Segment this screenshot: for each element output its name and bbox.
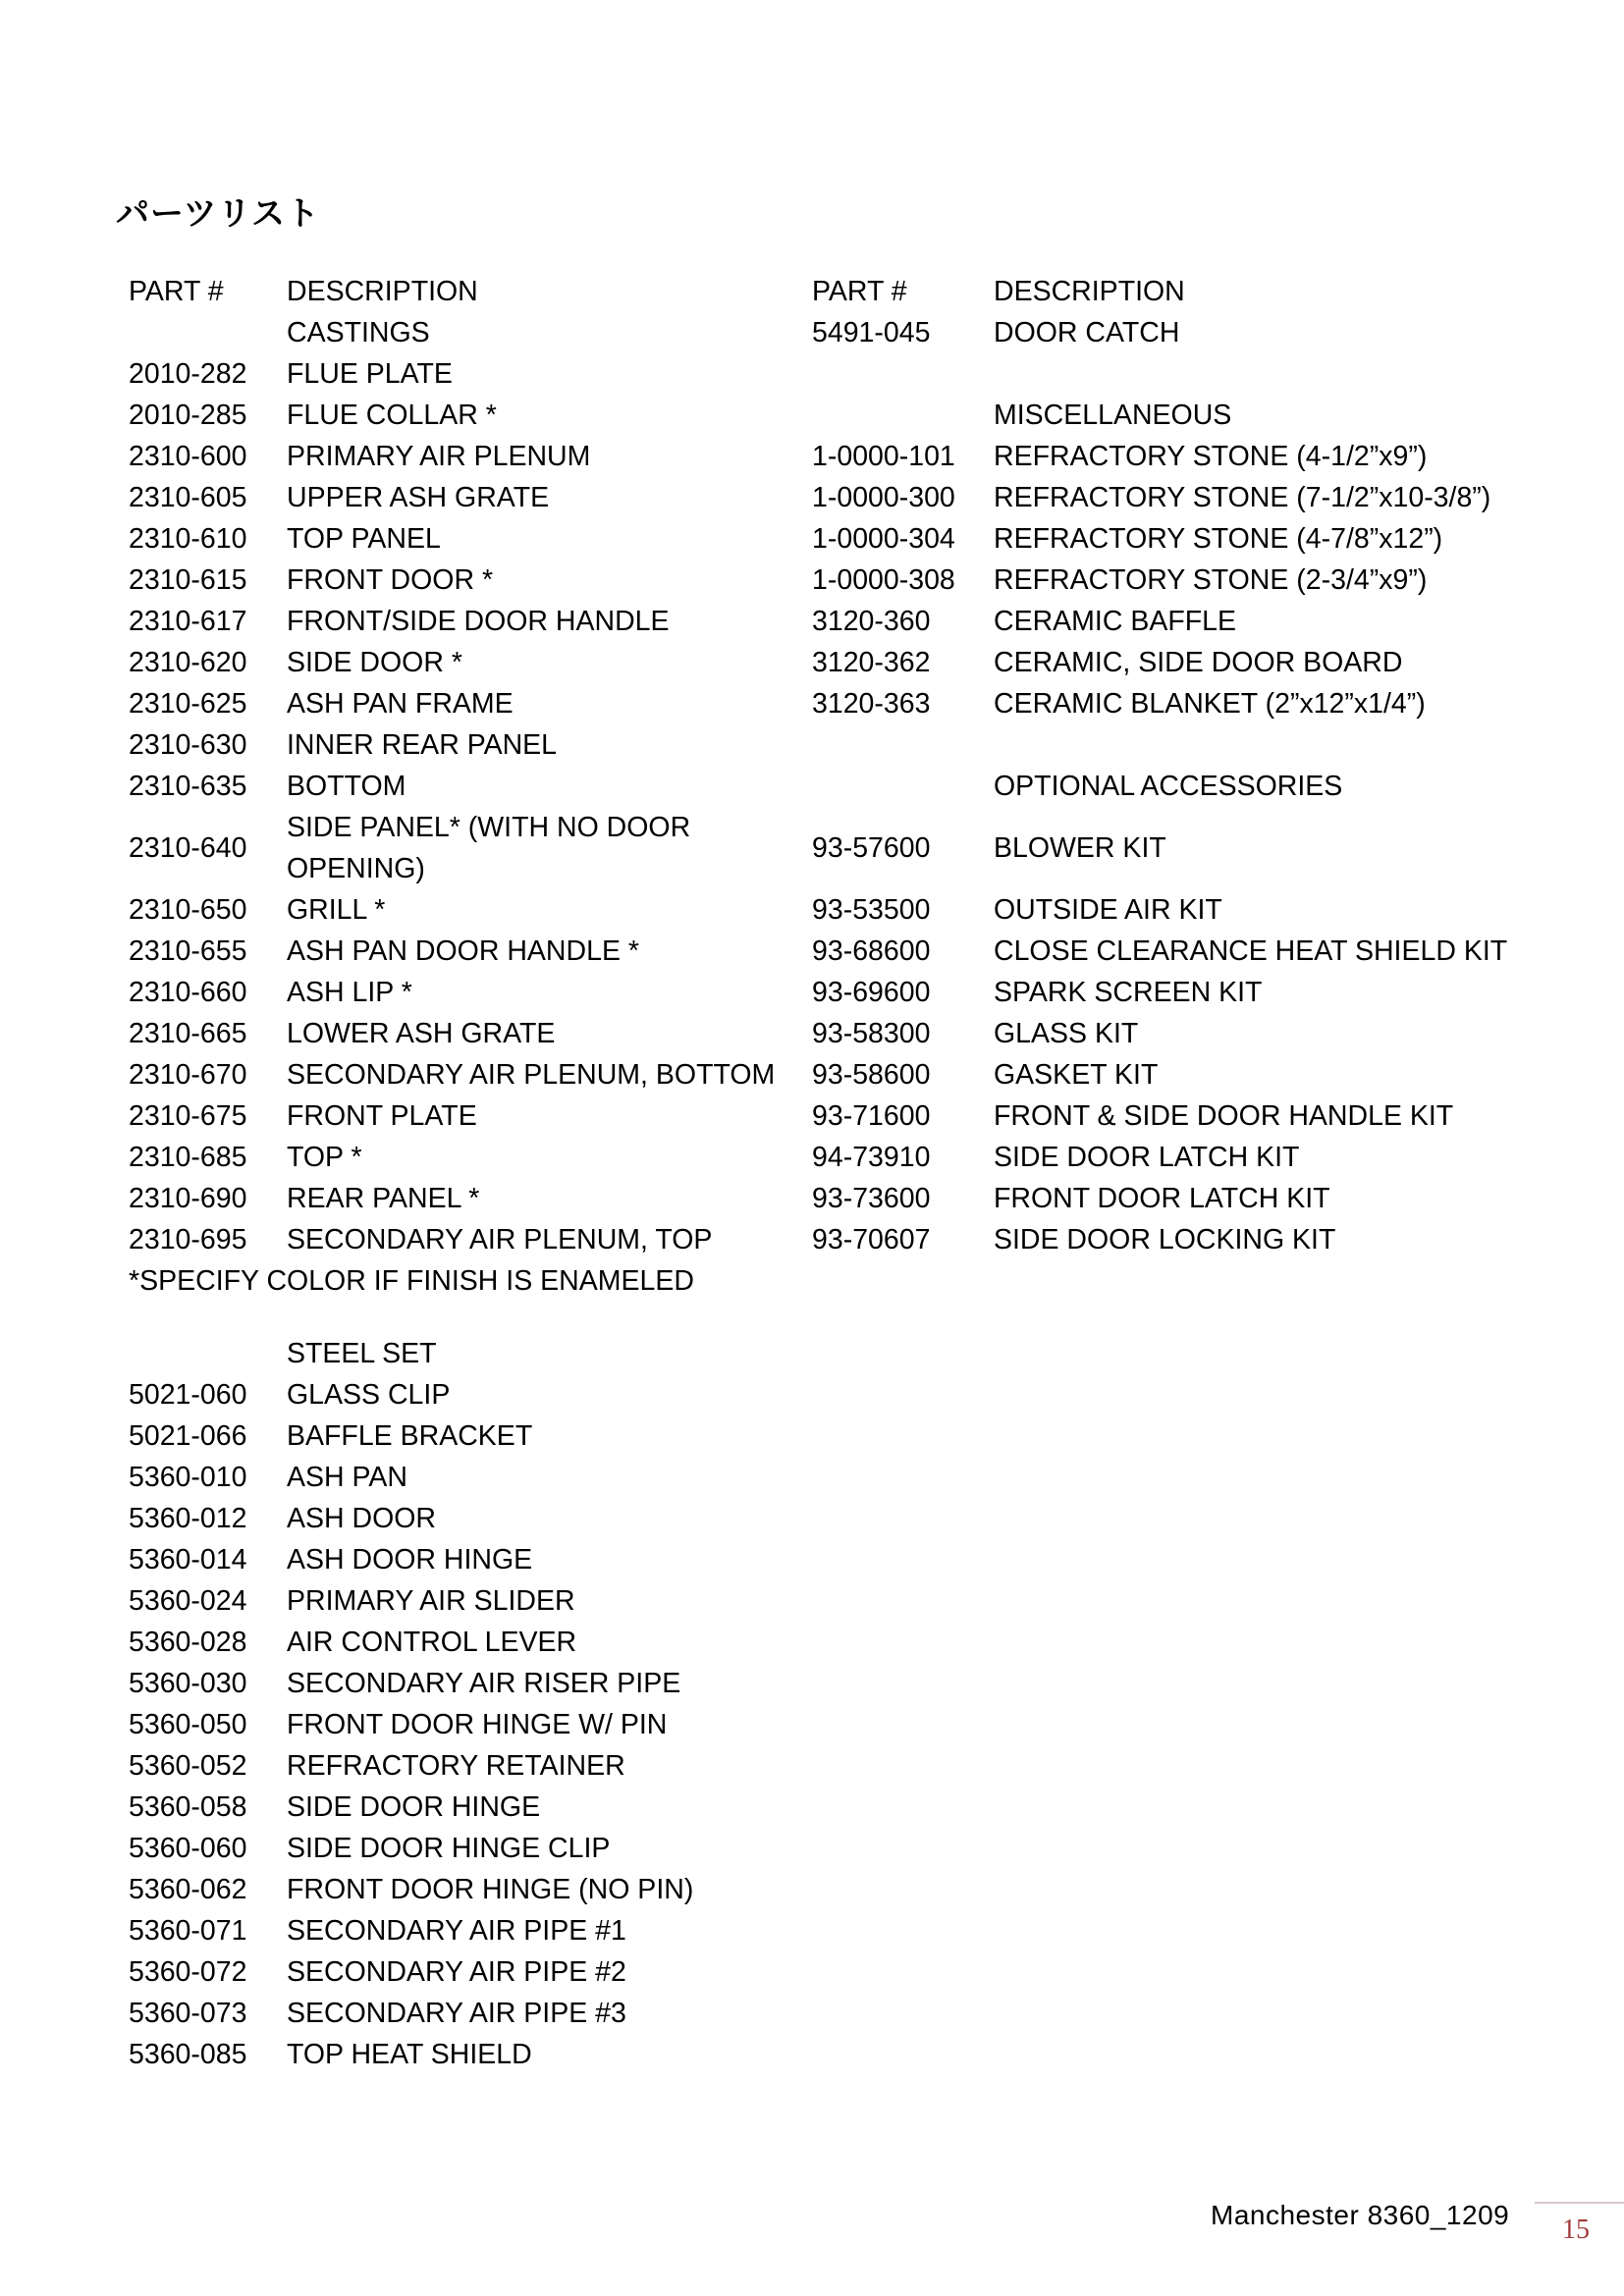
part-description: BLOWER KIT — [994, 832, 1166, 864]
section-row-optional — [812, 766, 1524, 807]
part-description: ASH PAN DOOR HANDLE * — [287, 935, 639, 967]
header-row — [812, 271, 1524, 312]
table-row — [129, 1663, 797, 1704]
part-number: 2310-630 — [129, 729, 247, 761]
part-number: 5360-028 — [129, 1627, 247, 1658]
part-description: ASH PAN FRAME — [287, 688, 514, 720]
part-description: SECONDARY AIR PLENUM, TOP — [287, 1224, 713, 1255]
table-row — [129, 1137, 797, 1178]
part-description: TOP * — [287, 1142, 362, 1173]
part-description: GASKET KIT — [994, 1059, 1159, 1091]
part-number: 5360-050 — [129, 1709, 247, 1740]
part-number-header: PART # — [812, 276, 907, 307]
table-row — [129, 724, 797, 766]
part-number: 93-57600 — [812, 832, 931, 864]
part-number: 2310-665 — [129, 1018, 247, 1049]
part-number: 2310-695 — [129, 1224, 247, 1255]
table-row — [812, 477, 1524, 518]
part-description: TOP PANEL — [287, 523, 441, 555]
part-number: 2310-640 — [129, 832, 247, 864]
header-row — [129, 271, 797, 312]
table-row — [129, 436, 797, 477]
table-row — [129, 889, 797, 931]
table-row — [129, 1787, 797, 1828]
table-row — [129, 395, 797, 436]
part-number: 93-68600 — [812, 935, 931, 967]
part-description: FRONT DOOR * — [287, 564, 494, 596]
section-row-steel — [129, 1333, 797, 1374]
part-description: SIDE DOOR LOCKING KIT — [994, 1224, 1336, 1255]
part-number: 2310-610 — [129, 523, 247, 555]
part-description: FRONT & SIDE DOOR HANDLE KIT — [994, 1100, 1454, 1132]
part-number: 93-70607 — [812, 1224, 931, 1255]
part-number: 5360-085 — [129, 2039, 247, 2070]
blank-row — [812, 353, 1524, 395]
table-row — [812, 436, 1524, 477]
part-description: FRONT PLATE — [287, 1100, 477, 1132]
part-number: 5360-062 — [129, 1874, 247, 1905]
part-description: SIDE DOOR HINGE CLIP — [287, 1833, 611, 1864]
part-description: CLOSE CLEARANCE HEAT SHIELD KIT — [994, 935, 1508, 967]
table-row — [812, 642, 1524, 683]
part-description: REAR PANEL * — [287, 1183, 480, 1214]
part-number: 2310-605 — [129, 482, 247, 513]
table-row — [129, 518, 797, 560]
part-description: TOP HEAT SHIELD — [287, 2039, 532, 2070]
part-description: PRIMARY AIR PLENUM — [287, 441, 591, 472]
section-row-misc — [812, 395, 1524, 436]
table-row — [812, 1219, 1524, 1260]
part-description: REFRACTORY STONE (7-1/2”x10-3/8”) — [994, 482, 1491, 513]
part-description: REFRACTORY STONE (2-3/4”x9”) — [994, 564, 1428, 596]
table-row — [812, 1095, 1524, 1137]
part-number: 2310-660 — [129, 977, 247, 1008]
blank-row — [812, 724, 1524, 766]
part-number: 3120-363 — [812, 688, 931, 720]
table-row — [129, 353, 797, 395]
part-description: GLASS KIT — [994, 1018, 1139, 1049]
table-row — [129, 642, 797, 683]
part-number: 2310-625 — [129, 688, 247, 720]
part-number: 1-0000-300 — [812, 482, 955, 513]
table-row — [129, 1457, 797, 1498]
part-number: 93-69600 — [812, 977, 931, 1008]
castings-and-steel-table — [129, 271, 797, 2075]
part-description: DOOR CATCH — [994, 317, 1180, 348]
table-row — [129, 1095, 797, 1137]
part-description: INNER REAR PANEL — [287, 729, 558, 761]
part-description: REFRACTORY RETAINER — [287, 1750, 625, 1782]
part-description: SECONDARY AIR PIPE #1 — [287, 1915, 626, 1947]
part-number: 2310-600 — [129, 441, 247, 472]
part-description: GRILL * — [287, 894, 386, 926]
part-description: SECONDARY AIR PIPE #3 — [287, 1998, 626, 2029]
part-number: 5360-052 — [129, 1750, 247, 1782]
table-row — [129, 1539, 797, 1580]
part-number: 2310-650 — [129, 894, 247, 926]
table-row — [129, 1580, 797, 1622]
table-row — [812, 518, 1524, 560]
part-description: FRONT/SIDE DOOR HANDLE — [287, 606, 670, 637]
part-description: FLUE COLLAR * — [287, 400, 497, 431]
part-description: SPARK SCREEN KIT — [994, 977, 1263, 1008]
table-row — [129, 1219, 797, 1260]
part-description: ASH PAN — [287, 1462, 408, 1493]
left-table-body — [129, 271, 797, 2075]
table-row — [812, 931, 1524, 972]
table-row — [129, 601, 797, 642]
part-number: 5021-066 — [129, 1420, 247, 1452]
part-number: 5360-072 — [129, 1956, 247, 1988]
part-description: OUTSIDE AIR KIT — [994, 894, 1222, 926]
part-number: 2310-675 — [129, 1100, 247, 1132]
table-row — [812, 1054, 1524, 1095]
section-row-castings — [129, 312, 797, 353]
part-number: 5360-012 — [129, 1503, 247, 1534]
part-description: CERAMIC BLANKET (2”x12”x1/4”) — [994, 688, 1426, 720]
spacer-row — [129, 1302, 797, 1333]
part-description: BOTTOM — [287, 771, 406, 802]
part-number: 5360-010 — [129, 1462, 247, 1493]
table-row — [129, 1013, 797, 1054]
part-description: GLASS CLIP — [287, 1379, 451, 1411]
part-number: 2310-690 — [129, 1183, 247, 1214]
section-label-miscellaneous: MISCELLANEOUS — [994, 400, 1232, 431]
part-number: 93-53500 — [812, 894, 931, 926]
table-row — [129, 683, 797, 724]
table-row — [129, 1993, 797, 2034]
part-number: 2310-635 — [129, 771, 247, 802]
part-number: 93-73600 — [812, 1183, 931, 1214]
part-description: SIDE DOOR HINGE — [287, 1791, 541, 1823]
table-row — [812, 807, 1524, 889]
part-number: 5360-060 — [129, 1833, 247, 1864]
page-number: 15 — [1562, 2215, 1590, 2245]
table-row — [129, 1622, 797, 1663]
section-label-castings: CASTINGS — [287, 317, 430, 348]
part-number: 5021-060 — [129, 1379, 247, 1411]
part-description: CERAMIC BAFFLE — [994, 606, 1237, 637]
table-row — [812, 312, 1524, 353]
part-description: FLUE PLATE — [287, 358, 453, 390]
part-description: ASH DOOR — [287, 1503, 437, 1534]
part-description: SIDE DOOR LATCH KIT — [994, 1142, 1300, 1173]
part-description: FRONT DOOR HINGE W/ PIN — [287, 1709, 668, 1740]
table-row — [129, 1869, 797, 1910]
part-number: 5360-024 — [129, 1585, 247, 1617]
part-number: 2310-617 — [129, 606, 247, 637]
table-row — [812, 972, 1524, 1013]
part-description: FRONT DOOR HINGE (NO PIN) — [287, 1874, 694, 1905]
part-number-header: PART # — [129, 276, 224, 307]
part-number: 2010-285 — [129, 400, 247, 431]
section-label-steel: STEEL SET — [287, 1338, 437, 1369]
section-label-optional-accessories: OPTIONAL ACCESSORIES — [994, 771, 1343, 802]
footer-divider — [1535, 2202, 1624, 2204]
part-description: PRIMARY AIR SLIDER — [287, 1585, 575, 1617]
part-description: BAFFLE BRACKET — [287, 1420, 533, 1452]
part-number: 1-0000-304 — [812, 523, 955, 555]
part-number: 1-0000-101 — [812, 441, 955, 472]
part-description: SIDE PANEL* (WITH NO DOOR OPENING) — [287, 812, 691, 884]
table-row — [812, 1013, 1524, 1054]
table-row — [129, 766, 797, 807]
part-description: SECONDARY AIR PLENUM, BOTTOM — [287, 1059, 776, 1091]
part-number: 93-71600 — [812, 1100, 931, 1132]
description-header: DESCRIPTION — [994, 276, 1185, 307]
part-number: 94-73910 — [812, 1142, 931, 1173]
part-number: 5491-045 — [812, 317, 931, 348]
table-row — [812, 601, 1524, 642]
table-row — [812, 1178, 1524, 1219]
table-row — [129, 2034, 797, 2075]
table-row — [129, 807, 797, 889]
part-description: FRONT DOOR LATCH KIT — [994, 1183, 1330, 1214]
part-number: 3120-362 — [812, 647, 931, 678]
part-number: 2310-620 — [129, 647, 247, 678]
part-description: ASH DOOR HINGE — [287, 1544, 533, 1575]
part-number: 93-58300 — [812, 1018, 931, 1049]
right-table-body — [812, 271, 1524, 1260]
part-number: 5360-058 — [129, 1791, 247, 1823]
table-row — [129, 1498, 797, 1539]
table-row — [129, 1910, 797, 1951]
castings-note: *SPECIFY COLOR IF FINISH IS ENAMELED — [129, 1265, 694, 1297]
part-number: 2310-655 — [129, 935, 247, 967]
part-number: 5360-014 — [129, 1544, 247, 1575]
part-description: SECONDARY AIR PIPE #2 — [287, 1956, 626, 1988]
table-row — [129, 1951, 797, 1993]
table-row — [129, 1415, 797, 1457]
part-number: 2310-670 — [129, 1059, 247, 1091]
description-header: DESCRIPTION — [287, 276, 478, 307]
part-description: ASH LIP * — [287, 977, 412, 1008]
part-description: UPPER ASH GRATE — [287, 482, 550, 513]
table-row — [812, 1137, 1524, 1178]
part-description: CERAMIC, SIDE DOOR BOARD — [994, 647, 1403, 678]
table-row — [129, 1745, 797, 1787]
table-row — [129, 1374, 797, 1415]
part-number: 2010-282 — [129, 358, 247, 390]
misc-and-accessories-table — [812, 271, 1524, 1260]
part-number: 1-0000-308 — [812, 564, 955, 596]
part-number: 5360-030 — [129, 1668, 247, 1699]
part-number: 3120-360 — [812, 606, 931, 637]
footer-model-code: Manchester 8360_1209 — [1211, 2200, 1510, 2230]
table-row — [129, 477, 797, 518]
part-number: 5360-073 — [129, 1998, 247, 2029]
part-description: SIDE DOOR * — [287, 647, 462, 678]
part-number: 93-58600 — [812, 1059, 931, 1091]
part-description: LOWER ASH GRATE — [287, 1018, 556, 1049]
table-row — [812, 683, 1524, 724]
part-number: 2310-685 — [129, 1142, 247, 1173]
table-row — [129, 1704, 797, 1745]
table-row — [129, 972, 797, 1013]
part-description: AIR CONTROL LEVER — [287, 1627, 577, 1658]
table-row — [812, 889, 1524, 931]
table-row — [129, 1178, 797, 1219]
table-row — [129, 931, 797, 972]
part-description: REFRACTORY STONE (4-1/2”x9”) — [994, 441, 1428, 472]
page-title: パーツリスト — [116, 194, 320, 234]
table-row — [129, 1054, 797, 1095]
part-number: 2310-615 — [129, 564, 247, 596]
table-row — [129, 1828, 797, 1869]
table-row — [812, 560, 1524, 601]
part-description: REFRACTORY STONE (4-7/8”x12”) — [994, 523, 1443, 555]
part-number: 5360-071 — [129, 1915, 247, 1947]
table-row — [129, 560, 797, 601]
castings-note-row — [129, 1260, 797, 1302]
part-description: SECONDARY AIR RISER PIPE — [287, 1668, 681, 1699]
